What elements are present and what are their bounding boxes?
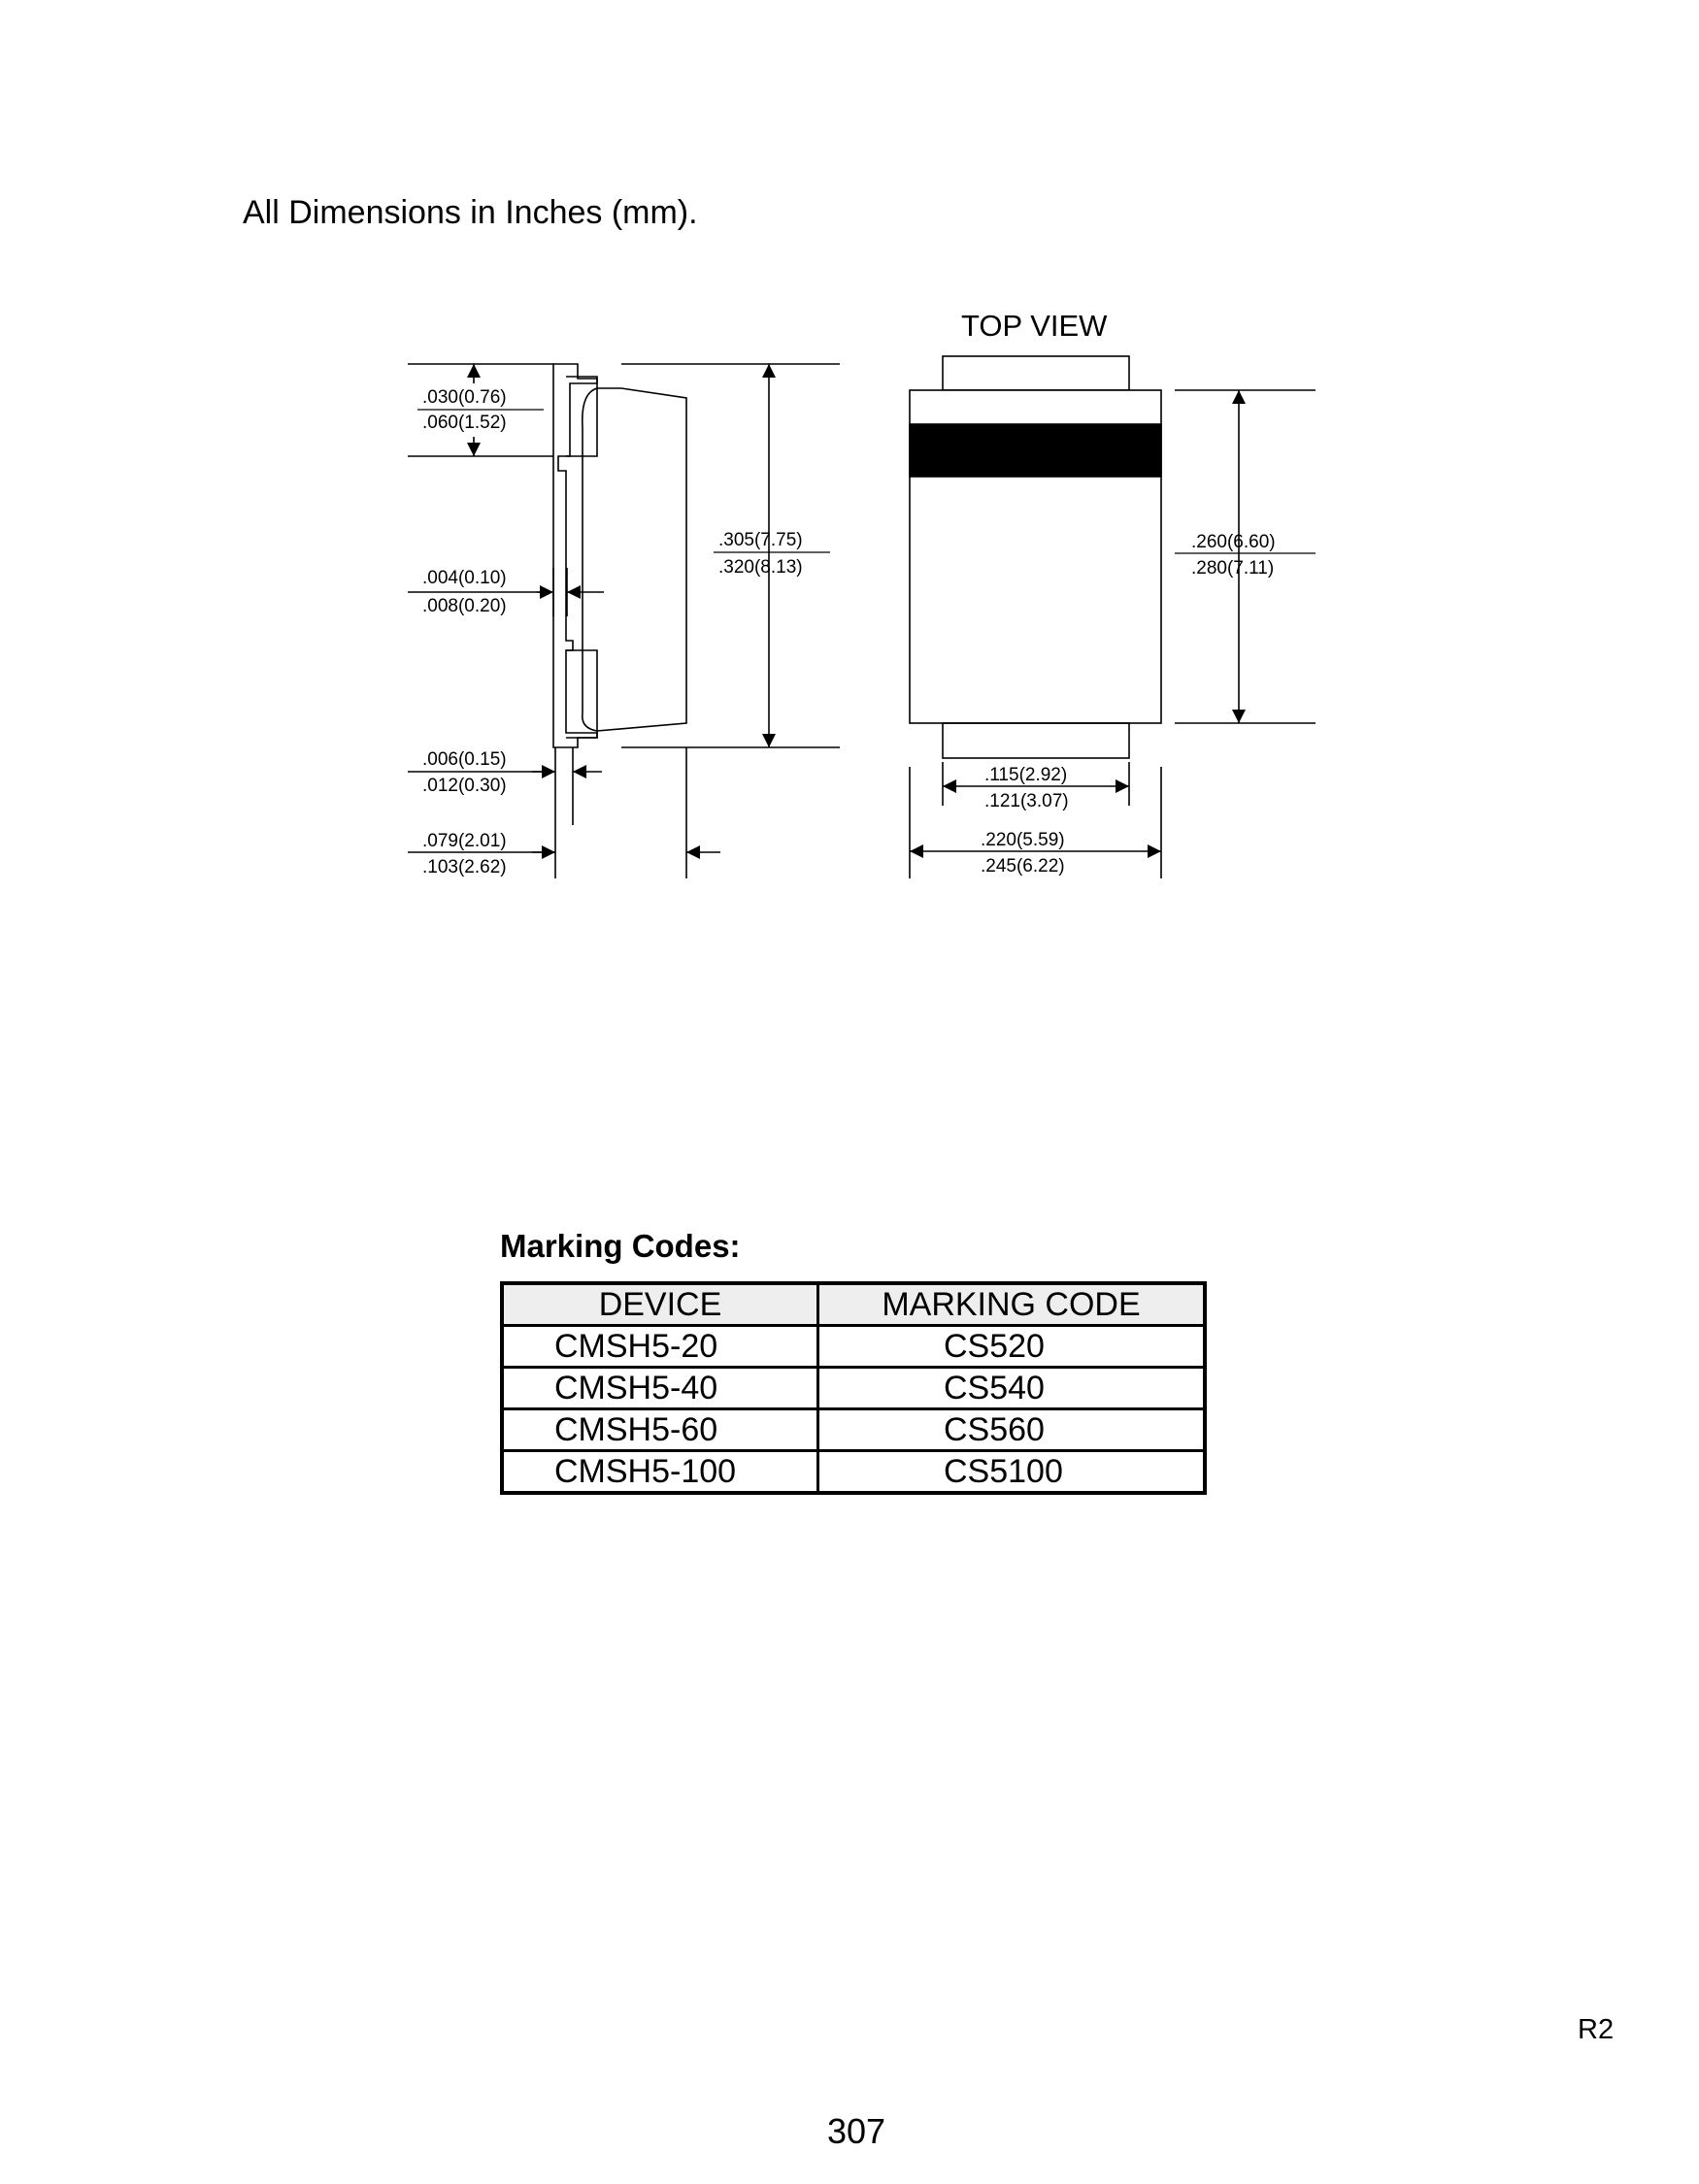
dim-lead-w-min: .115(2.92) xyxy=(984,765,1068,785)
dim-lead-thk-min: .030(0.76) xyxy=(422,387,507,408)
dim-body-len-max: .280(7.11) xyxy=(1191,558,1275,579)
dim-lead-w-max: .121(3.07) xyxy=(984,791,1069,811)
dim-height-min: .079(2.01) xyxy=(422,831,507,851)
dim-body-len-min: .260(6.60) xyxy=(1191,532,1276,552)
side-body xyxy=(583,388,686,731)
cathode-band xyxy=(910,424,1161,477)
device-cell: CMSH5-100 xyxy=(502,1451,818,1494)
dimensions-note: All Dimensions in Inches (mm). xyxy=(243,194,698,231)
dim-overall-len-max: .320(8.13) xyxy=(718,557,803,578)
marking-codes-table xyxy=(500,1281,1207,1495)
device-cell: CMSH5-20 xyxy=(502,1326,818,1368)
side-view xyxy=(408,364,840,878)
device-cell: CMSH5-40 xyxy=(502,1368,818,1409)
package-outline-drawing xyxy=(0,0,1699,971)
code-cell: CS560 xyxy=(818,1409,1206,1451)
dim-standoff-max: .008(0.20) xyxy=(422,596,507,616)
dim-body-w-min: .220(5.59) xyxy=(981,830,1065,850)
side-lead-outline xyxy=(553,364,597,747)
table-row xyxy=(502,1326,1205,1368)
code-cell: CS5100 xyxy=(818,1451,1206,1494)
dim-height-max: .103(2.62) xyxy=(422,857,507,877)
revision-label: R2 xyxy=(1578,2014,1615,2045)
dim-lead-len-max: .012(0.30) xyxy=(422,776,507,796)
dim-lead-len-min: .006(0.15) xyxy=(422,749,507,770)
dim-standoff-min: .004(0.10) xyxy=(422,568,507,588)
page-number: 307 xyxy=(827,2111,886,2151)
table-header-row xyxy=(502,1283,1205,1326)
top-view xyxy=(910,356,1316,878)
table-row xyxy=(502,1451,1205,1494)
header-device: DEVICE xyxy=(502,1283,818,1326)
code-cell: CS540 xyxy=(818,1368,1206,1409)
top-lead-lower xyxy=(943,723,1129,758)
device-cell: CMSH5-60 xyxy=(502,1409,818,1451)
header-marking-code: MARKING CODE xyxy=(818,1283,1206,1326)
table-row xyxy=(502,1368,1205,1409)
side-dimension-arrows xyxy=(474,364,769,852)
code-cell: CS520 xyxy=(818,1326,1206,1368)
dim-body-w-max: .245(6.22) xyxy=(981,856,1065,877)
dim-overall-len-min: .305(7.75) xyxy=(718,530,803,550)
marking-codes-title: Marking Codes: xyxy=(500,1228,741,1264)
table-row xyxy=(502,1409,1205,1451)
top-lead-upper xyxy=(943,356,1129,390)
dim-lead-thk-max: .060(1.52) xyxy=(422,413,507,433)
top-view-label: TOP VIEW xyxy=(961,309,1108,343)
